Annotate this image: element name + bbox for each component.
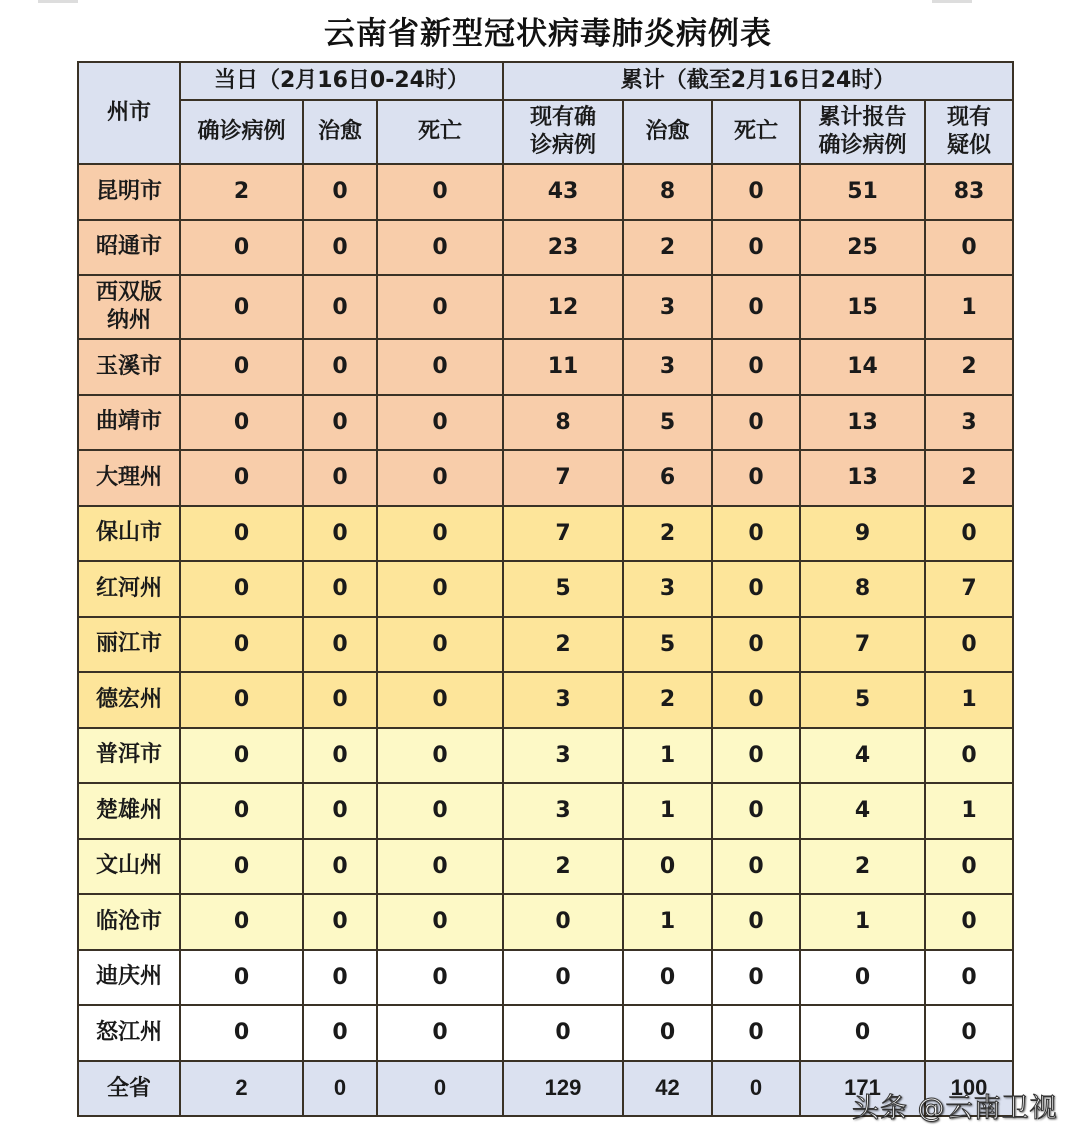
table-cell: 0: [303, 783, 377, 839]
total-cell: 0: [377, 1061, 503, 1116]
table-cell: 0: [180, 839, 303, 895]
region-name: 红河州: [78, 561, 180, 617]
table-cell: 0: [180, 617, 303, 673]
table-cell: 0: [180, 450, 303, 506]
table-cell: 0: [377, 395, 503, 451]
table-cell: 2: [180, 164, 303, 220]
table-cell: 0: [925, 617, 1013, 673]
table-cell: 1: [623, 728, 712, 784]
table-cell: 5: [800, 672, 925, 728]
table-cell: 0: [712, 617, 800, 673]
table-cell: 1: [800, 894, 925, 950]
table-cell: 0: [712, 506, 800, 562]
table-cell: 7: [503, 506, 623, 562]
table-cell: 1: [925, 275, 1013, 339]
table-cell: 83: [925, 164, 1013, 220]
table-cell: 0: [377, 783, 503, 839]
region-name: 玉溪市: [78, 339, 180, 395]
region-name: 楚雄州: [78, 783, 180, 839]
table-row: [78, 839, 1013, 895]
table-cell: 5: [623, 617, 712, 673]
table-cell: 2: [503, 839, 623, 895]
table-cell: 2: [925, 450, 1013, 506]
region-name-line: 西双版: [95, 280, 162, 305]
table-cell: 6: [623, 450, 712, 506]
table-cell: 0: [712, 275, 800, 339]
table-row: [78, 950, 1013, 1006]
table-cell: 8: [800, 561, 925, 617]
table-cell: 13: [800, 450, 925, 506]
table-row: [78, 450, 1013, 506]
total-cell: 129: [503, 1061, 623, 1116]
table-cell: 1: [925, 672, 1013, 728]
case-table: [77, 61, 1014, 1117]
header-line: 诊病例: [529, 133, 596, 158]
table-cell: 0: [712, 894, 800, 950]
header-line: 累计报告: [818, 105, 907, 130]
table-cell: 3: [503, 783, 623, 839]
header-daily-deaths: 死亡: [377, 100, 503, 164]
table-cell: 3: [623, 275, 712, 339]
table-cell: 0: [377, 506, 503, 562]
header-group-daily: 当日（2月16日0-24时）: [180, 62, 503, 100]
header-cum-current-confirmed: [503, 100, 623, 164]
table-cell: 0: [303, 894, 377, 950]
table-cell: 0: [303, 339, 377, 395]
region-name: 普洱市: [78, 728, 180, 784]
region-name: 丽江市: [78, 617, 180, 673]
table-cell: 2: [800, 839, 925, 895]
table-cell: 0: [303, 839, 377, 895]
header-line: 疑似: [946, 133, 991, 158]
table-cell: 3: [503, 672, 623, 728]
table-cell: 3: [623, 561, 712, 617]
table-row: [78, 164, 1013, 220]
header-daily-cured: 治愈: [303, 100, 377, 164]
table-cell: 0: [180, 275, 303, 339]
table-cell: 51: [800, 164, 925, 220]
header-line: 现有确: [529, 105, 596, 130]
header-cum-cured: 治愈: [623, 100, 712, 164]
header-cum-suspected: [925, 100, 1013, 164]
table-row: [78, 783, 1013, 839]
table-cell: 3: [925, 395, 1013, 451]
table-cell: 2: [623, 506, 712, 562]
table-row: [78, 275, 1013, 339]
total-cell: 171: [800, 1061, 925, 1116]
table-cell: 0: [303, 1005, 377, 1061]
table-cell: 0: [180, 339, 303, 395]
total-cell: 42: [623, 1061, 712, 1116]
table-cell: 12: [503, 275, 623, 339]
total-cell: 0: [303, 1061, 377, 1116]
table-row: [78, 220, 1013, 276]
region-name-line: 纳州: [106, 308, 151, 333]
table-cell: 0: [712, 561, 800, 617]
table-cell: 0: [925, 1005, 1013, 1061]
total-cell: 0: [712, 1061, 800, 1116]
table-row: [78, 894, 1013, 950]
header-group-cumulative: 累计（截至2月16日24时）: [503, 62, 1013, 100]
table-cell: 0: [377, 339, 503, 395]
table-cell: 0: [712, 1005, 800, 1061]
region-name: 保山市: [78, 506, 180, 562]
table-cell: 0: [180, 506, 303, 562]
table-cell: 8: [623, 164, 712, 220]
region-name: 迪庆州: [78, 950, 180, 1006]
table-cell: 23: [503, 220, 623, 276]
table-cell: 0: [303, 561, 377, 617]
table-cell: 9: [800, 506, 925, 562]
page-title: 云南省新型冠状病毒肺炎病例表: [324, 16, 772, 52]
table-cell: 0: [623, 839, 712, 895]
table-cell: 0: [377, 561, 503, 617]
table-cell: 7: [503, 450, 623, 506]
table-cell: 0: [377, 950, 503, 1006]
table-cell: 15: [800, 275, 925, 339]
header-line: 确诊病例: [818, 133, 907, 158]
table-cell: 0: [377, 672, 503, 728]
table-cell: 0: [925, 220, 1013, 276]
table-cell: 0: [377, 728, 503, 784]
table-cell: 0: [303, 506, 377, 562]
region-name: 德宏州: [78, 672, 180, 728]
table-row: [78, 672, 1013, 728]
table-cell: 0: [925, 894, 1013, 950]
table-cell: 0: [180, 950, 303, 1006]
table-row: [78, 1005, 1013, 1061]
table-cell: 0: [925, 506, 1013, 562]
table-cell: 0: [180, 1005, 303, 1061]
region-name: 昆明市: [78, 164, 180, 220]
table-cell: 1: [623, 783, 712, 839]
header-region: 州市: [78, 62, 180, 164]
table-cell: 0: [180, 894, 303, 950]
table-cell: 0: [377, 839, 503, 895]
total-label: 全省: [78, 1061, 180, 1116]
table-cell: 13: [800, 395, 925, 451]
region-name: 临沧市: [78, 894, 180, 950]
region-name: 文山州: [78, 839, 180, 895]
header-daily-confirmed: 确诊病例: [180, 100, 303, 164]
header-cum-deaths: 死亡: [712, 100, 800, 164]
table-cell: 43: [503, 164, 623, 220]
table-cell: 0: [180, 220, 303, 276]
table-cell: 8: [503, 395, 623, 451]
table-cell: 2: [623, 220, 712, 276]
table-cell: 0: [925, 839, 1013, 895]
table-cell: 1: [925, 783, 1013, 839]
table-cell: 4: [800, 783, 925, 839]
table-cell: 0: [180, 561, 303, 617]
table-cell: 2: [925, 339, 1013, 395]
table-cell: 0: [377, 1005, 503, 1061]
table-cell: 0: [180, 395, 303, 451]
table-cell: 0: [712, 339, 800, 395]
table-cell: 0: [377, 275, 503, 339]
table-cell: 0: [925, 950, 1013, 1006]
table-row: [78, 339, 1013, 395]
table-row: [78, 617, 1013, 673]
table-cell: 2: [623, 672, 712, 728]
table-cell: 25: [800, 220, 925, 276]
table-cell: 0: [800, 950, 925, 1006]
table-cell: 0: [503, 1005, 623, 1061]
table-cell: 0: [712, 450, 800, 506]
total-cell: 2: [180, 1061, 303, 1116]
table-cell: 0: [623, 950, 712, 1006]
table-cell: 14: [800, 339, 925, 395]
table-cell: 0: [377, 220, 503, 276]
table-cell: 7: [800, 617, 925, 673]
table-row: [78, 395, 1013, 451]
table-cell: 0: [180, 728, 303, 784]
table-cell: 0: [377, 894, 503, 950]
table-cell: 7: [925, 561, 1013, 617]
table-cell: 0: [180, 783, 303, 839]
region-name: 怒江州: [78, 1005, 180, 1061]
top-edge-mark-right: [932, 0, 972, 3]
table-cell: 0: [800, 1005, 925, 1061]
table-cell: 0: [623, 1005, 712, 1061]
table-cell: 5: [623, 395, 712, 451]
table-cell: 4: [800, 728, 925, 784]
table-cell: 0: [303, 220, 377, 276]
table-cell: 0: [303, 450, 377, 506]
table-cell: 0: [712, 728, 800, 784]
top-edge-mark-left: [38, 0, 78, 3]
table-cell: 0: [303, 728, 377, 784]
region-name: 大理州: [78, 450, 180, 506]
table-cell: 0: [712, 672, 800, 728]
table-cell: 0: [503, 894, 623, 950]
table-cell: 0: [303, 164, 377, 220]
table-cell: 3: [503, 728, 623, 784]
table-cell: 5: [503, 561, 623, 617]
total-cell: 100: [925, 1061, 1013, 1116]
table-cell: 0: [303, 275, 377, 339]
table-cell: 0: [712, 164, 800, 220]
table-cell: 0: [303, 950, 377, 1006]
table-cell: 0: [503, 950, 623, 1006]
table-cell: 0: [377, 617, 503, 673]
table-cell: 2: [503, 617, 623, 673]
table-cell: 0: [377, 450, 503, 506]
table-cell: 0: [925, 728, 1013, 784]
table-row: [78, 506, 1013, 562]
table-cell: 0: [712, 395, 800, 451]
header-line: 现有: [946, 105, 991, 130]
watermark: 头条 @云南卫视: [852, 1093, 1058, 1124]
table-cell: 0: [712, 950, 800, 1006]
table-cell: 0: [303, 395, 377, 451]
table-row: [78, 561, 1013, 617]
table-cell: 3: [623, 339, 712, 395]
table-cell: 0: [712, 839, 800, 895]
table-cell: 0: [377, 164, 503, 220]
region-name: [78, 275, 180, 339]
region-name: 曲靖市: [78, 395, 180, 451]
table-cell: 0: [303, 617, 377, 673]
region-name: 昭通市: [78, 220, 180, 276]
table-cell: 0: [180, 672, 303, 728]
table-cell: 11: [503, 339, 623, 395]
table-cell: 1: [623, 894, 712, 950]
header-cum-total-confirmed: [800, 100, 925, 164]
table-cell: 0: [712, 783, 800, 839]
table-row: [78, 728, 1013, 784]
table-cell: 0: [712, 220, 800, 276]
table-cell: 0: [303, 672, 377, 728]
